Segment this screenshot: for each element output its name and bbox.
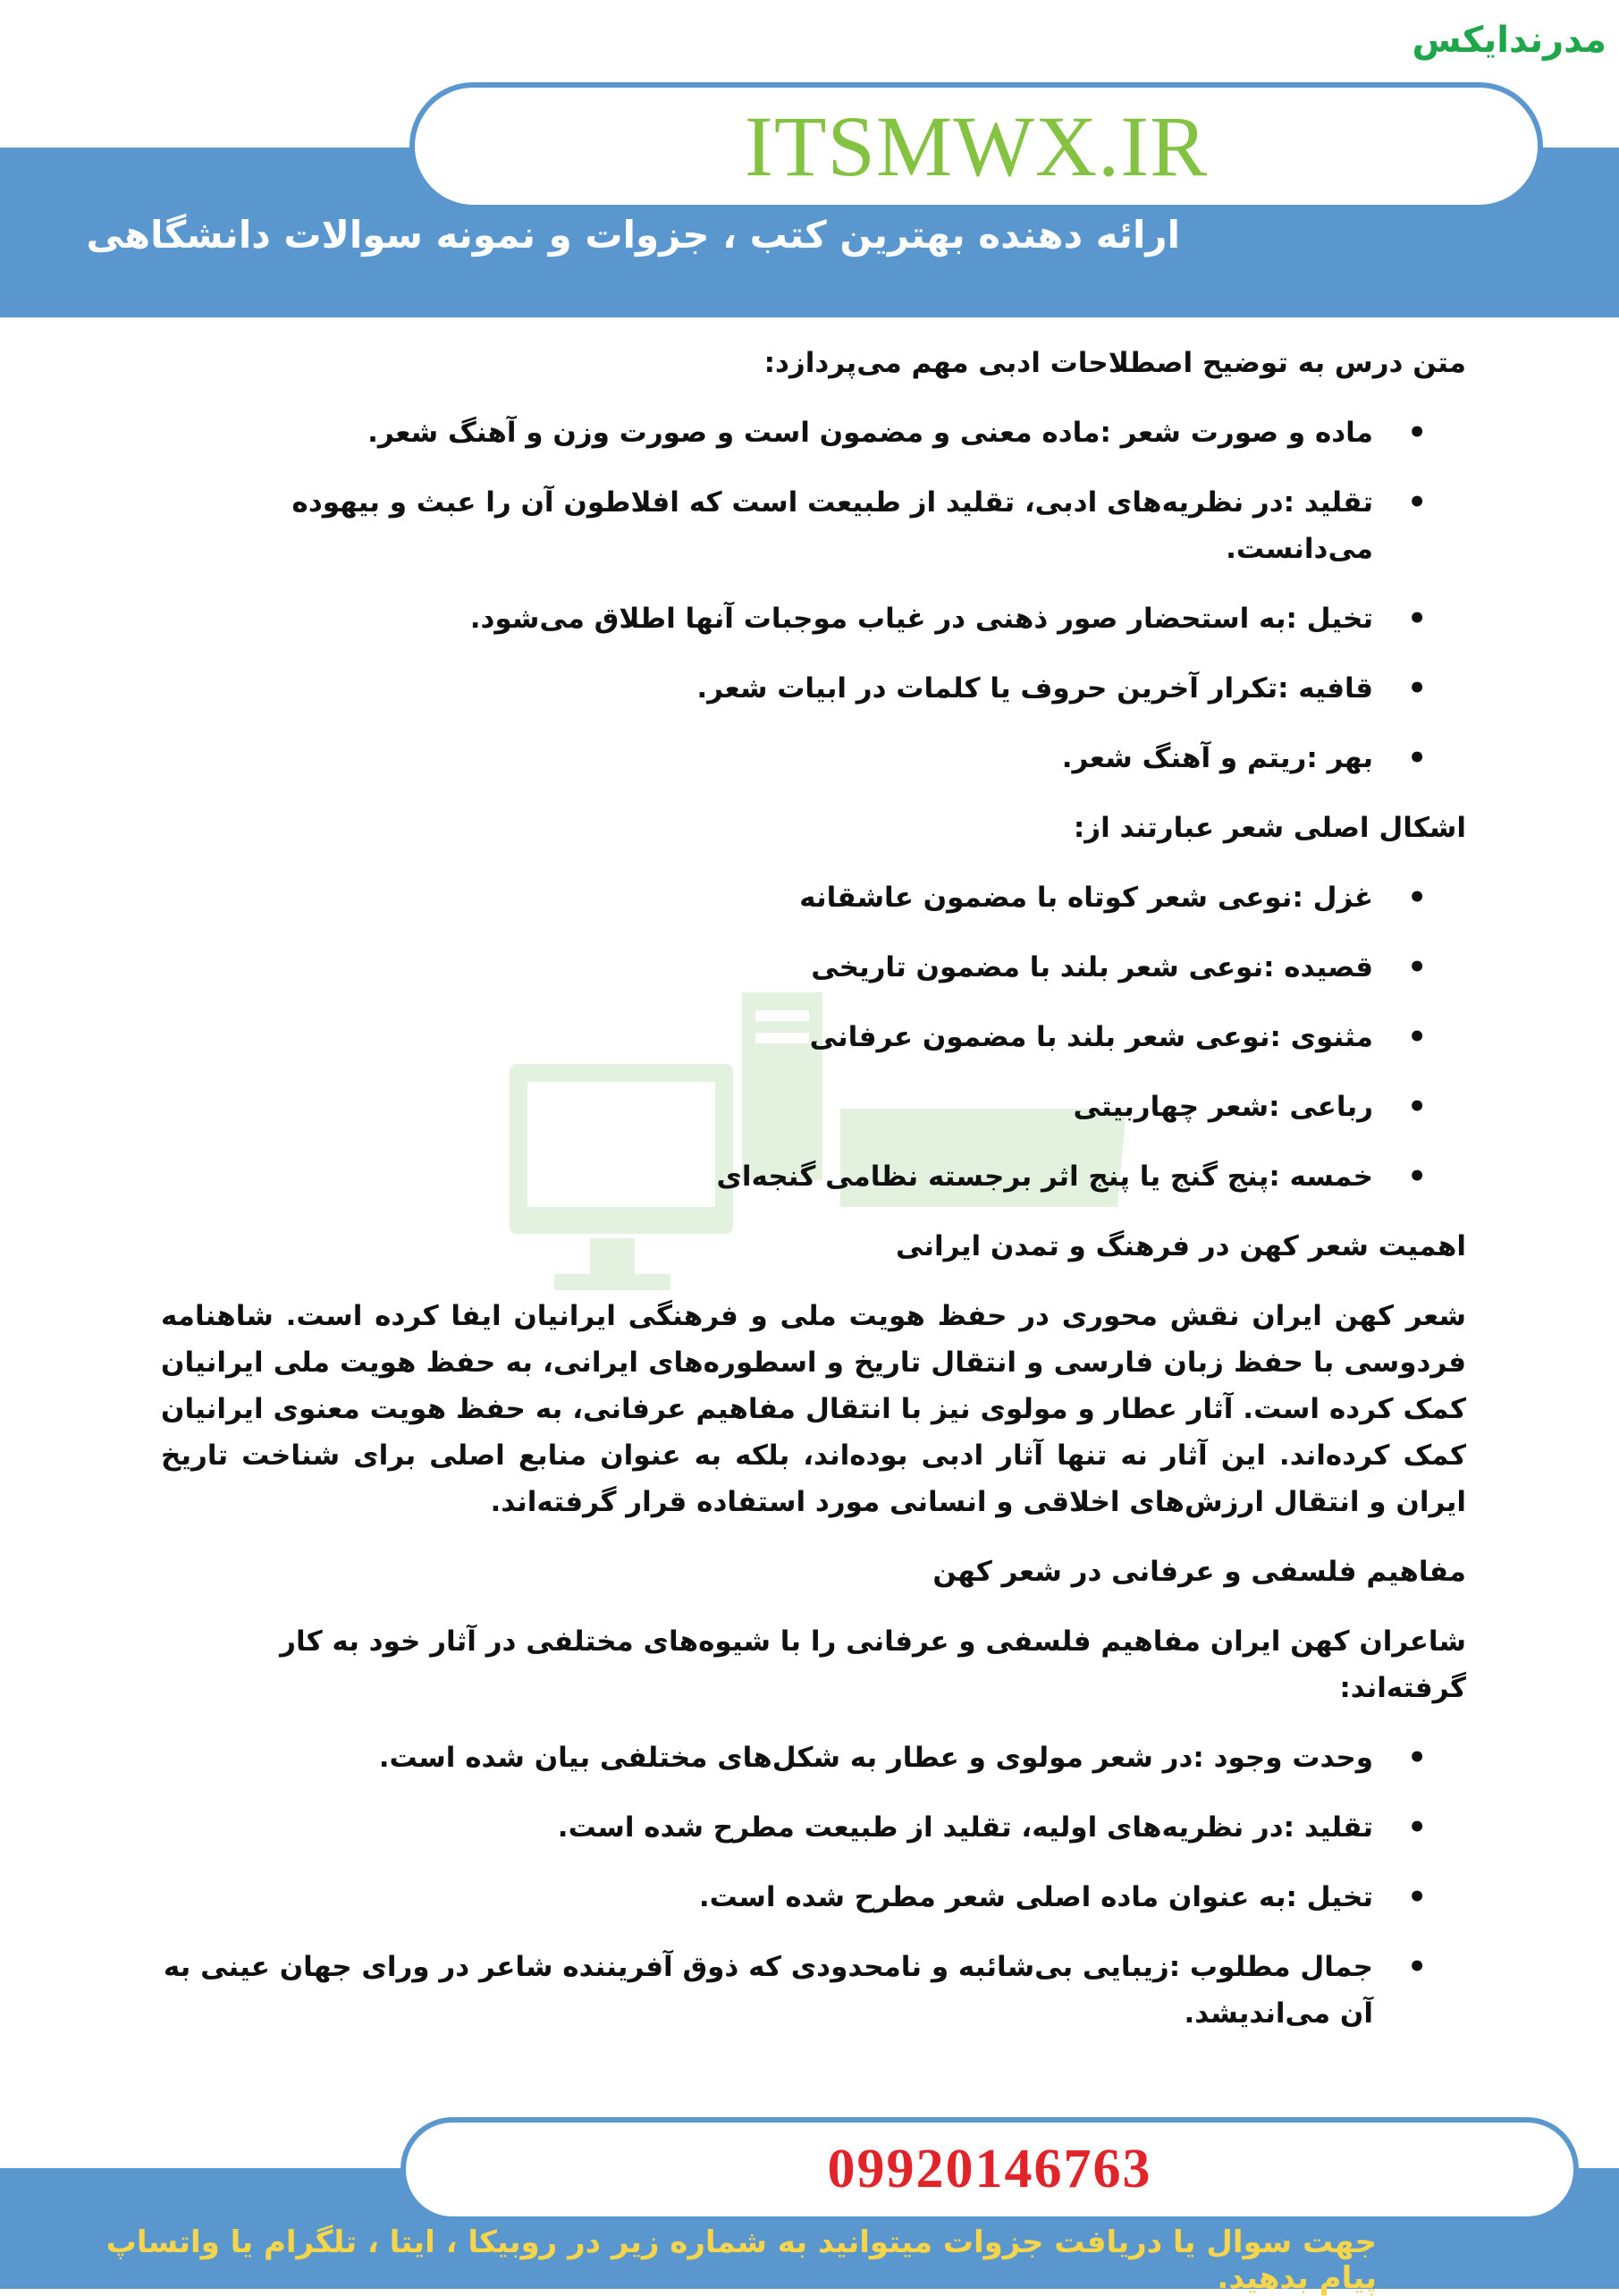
header-pill <box>409 82 1543 210</box>
list-item: • تخیل :به عنوان ماده اصلی شعر مطرح شده است. <box>161 1874 1373 1920</box>
forms-list <box>161 874 1466 1200</box>
list-item: • رباعی :شعر چهاربیتی <box>161 1084 1373 1130</box>
importance-paragraph: شعر کهن ایران نقش محوری در حفظ هویت ملی و فرهنگی ایرانیان ایفا کرده است. شاهنامه فردوسی با حفظ زبان فارسی و انتقال تاریخ و اسطوره‌های ایرانی، به حفظ هویت ملی ایرانیان کمک کرده است. آثار عطار و مولوی نیز با انتقال مفاهیم عرفانی، به حفظ هویت معنوی ایرانیان کمک کرده‌اند. این آثار نه تنها آثار ادبی بوده‌اند، بلکه به عنوان منابع اصلی برای شناخت تاریخ ایران و انتقال ارزش‌های اخلاقی و انسانی مورد استفاده قرار گرفته‌اند. <box>161 1300 1466 1518</box>
list-item: • تقلید :در نظریه‌های ادبی، تقلید از طبیعت است که افلاطون آن را عبث و بیهوده می‌دانست. <box>161 479 1373 572</box>
concepts-intro: شاعران کهن ایران مفاهیم فلسفی و عرفانی را با شیوه‌های مختلفی در آثار خود به کار گرفته‌اند: <box>280 1625 1466 1704</box>
terms-list <box>161 409 1466 781</box>
list-item: • غزل :نوعی شعر کوتاه با مضمون عاشقانه <box>161 874 1373 921</box>
list-item: • تخیل :به استحضار صور ذهنی در غیاب موجبات آنها اطلاق می‌شود. <box>161 595 1373 642</box>
concepts-list <box>161 1735 1466 2037</box>
list-item: • ماده و صورت شعر :ماده معنی و مضمون است و صورت وزن و آهنگ شعر. <box>161 409 1373 456</box>
list-item: • تقلید :در نظریه‌های اولیه، تقلید از طبیعت مطرح شده است. <box>161 1804 1373 1851</box>
list-item: • جمال مطلوب :زیبایی بی‌شائبه و نامحدودی که ذوق آفریننده شاعر در ورای جهان عینی به آن می‌اندیشد. <box>161 1944 1373 2037</box>
list-item: • قصیده :نوعی شعر بلند با مضمون تاریخی <box>161 944 1373 991</box>
forms-heading: اشکال اصلی شعر عبارتند از: <box>1073 812 1466 844</box>
importance-heading: اهمیت شعر کهن در فرهنگ و تمدن ایرانی <box>895 1230 1466 1262</box>
site-name[interactable]: ITSMWX.IR <box>744 97 1209 194</box>
header-tagline: ارائه دهنده بهترین کتب ، جزوات و نمونه سوالات دانشگاهی <box>86 213 1180 257</box>
footer-pill <box>401 2117 1579 2222</box>
footer-note: جهت سوال یا دریافت جزوات میتوانید به شماره زیر در روبیکا ، ایتا ، تلگرام یا واتساپ پیام بدهید. <box>105 2224 1377 2296</box>
concepts-heading: مفاهیم فلسفی و عرفانی در شعر کهن <box>932 1556 1466 1588</box>
list-item: • خمسه :پنج گنج یا پنج اثر برجسته نظامی گنجه‌ای <box>161 1153 1373 1200</box>
brand-logo-text: مدرندایکس <box>1412 20 1606 61</box>
list-item: • بهر :ریتم و آهنگ شعر. <box>161 735 1373 781</box>
list-item: • وحدت وجود :در شعر مولوی و عطار به شکل‌های مختلفی بیان شده است. <box>161 1735 1373 1781</box>
list-item: • مثنوی :نوعی شعر بلند با مضمون عرفانی <box>161 1014 1373 1060</box>
intro-text: متن درس به توضیح اصطلاحات ادبی مهم می‌پردازد: <box>763 347 1466 379</box>
main-content <box>161 340 1466 2060</box>
phone-number[interactable]: 09920146763 <box>827 2139 1152 2199</box>
list-item: • قافیه :تکرار آخرین حروف یا کلمات در ابیات شعر. <box>161 665 1373 712</box>
